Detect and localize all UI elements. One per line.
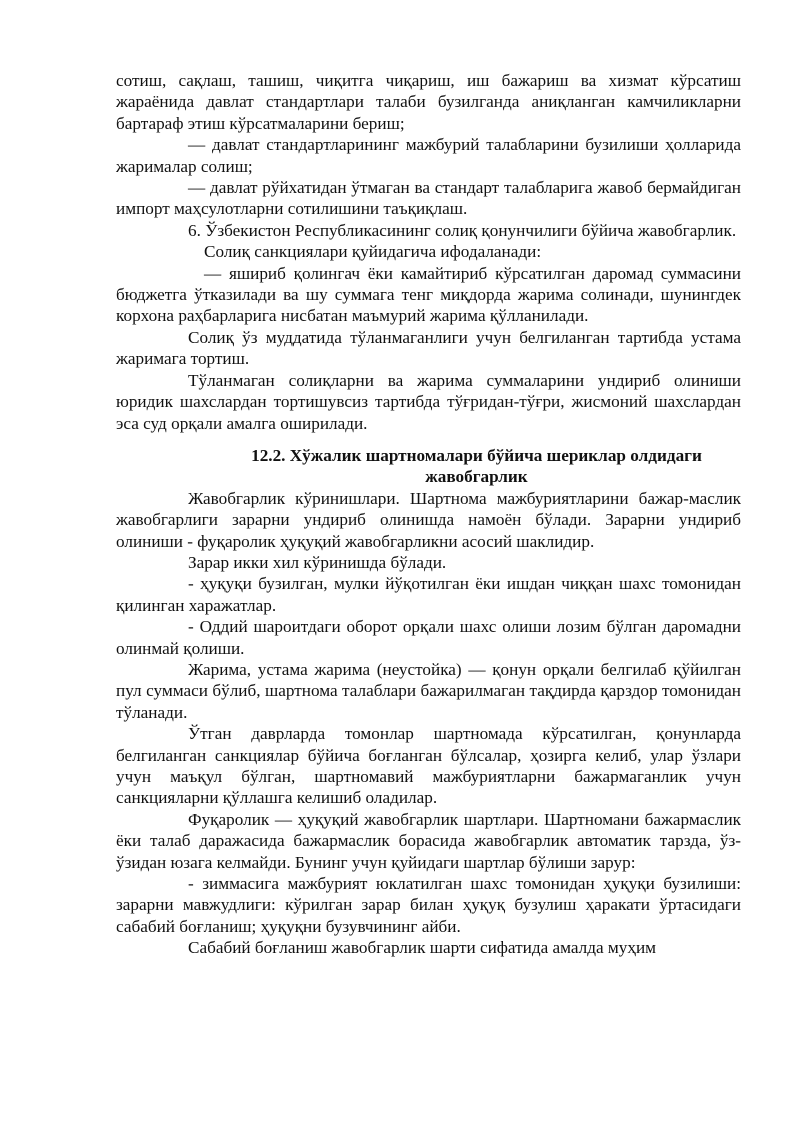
paragraph-1: сотиш, сақлаш, ташиш, чиқитга чиқариш, иш бажариш ва хизмат кўрсатиш жараёнида давлат стандартлари талаби бузилганда аниқланган камчиликларни бартараф этиш кўрсатмаларини бериш;	[116, 71, 741, 133]
paragraph-7: Солиқ ўз муддатида тўланмаганлиги учун белгиланган тартибда устама жаримага тортиш.	[116, 327, 741, 369]
paragraph-10: Зарар икки хил кўринишда бўлади.	[188, 552, 447, 572]
paragraph-3: — давлат рўйхатидан ўтмаган ва стандарт талабларига жавоб бермайдиган импорт маҳсулотларни сотилишини таъқиқлаш.	[116, 178, 741, 219]
paragraph-11: - ҳуқуқи бузилган, мулки йўқотилган ёки ишдан чиққан шахс томонидан қилинган харажатлар.	[116, 574, 741, 615]
paragraph-6: — яшириб қолингач ёки камайтириб кўрсатилган даромад суммасини бюджетга ўтказилади ва шу суммага тенг миқдорда жарима солинади, шунингдек корхона раҳбарларига нисбатан маъмурий жарима қўлланилади.	[116, 263, 741, 326]
paragraph-13: Жарима, устама жарима (неустойка) — қонун орқали белгилаб қўйилган пул суммаси бўлиб, шартнома талаблари бажарилмаган тақдирда қарздор томонидан тўланади.	[116, 659, 741, 722]
paragraph-16: - зиммасига мажбурият юклатилган шахс томонидан ҳуқуқи бузилиши: зарарни мавжудлиги: кўрилган зарар билан ҳуқуқ бузулиш ҳаракати ўртасидаги сабабий боғланиш; ҳуқуқни бузувчининг айби.	[116, 874, 741, 936]
paragraph-8: Тўланмаган солиқларни ва жарима суммаларини ундириб олиниши юридик шахслардан тортишувсиз тартибда тўғридан-тўғри, жисмоний шахслардан эса суд орқали амалга оширилади.	[116, 370, 741, 433]
paragraph-4: 6. Ўзбекистон Республикасининг солиқ қонунчилиги бўйича жавобгарлик.	[188, 220, 737, 240]
paragraph-12: - Оддий шароитдаги оборот орқали шахс олиши лозим бўлган даромадни олинмай қолиши.	[116, 617, 741, 658]
paragraph-14: Ўтган даврларда томонлар шартномада кўрсатилган, қонунларда белгиланган санкциялар бўйича боғланган бўлсалар, ҳозирга келиб, улар ўзлари учун маъқул бўлган, шартномавий мажбуриятларни бажармаганлик учун санкцияларни қўллашга келишиб оладилар.	[116, 724, 741, 808]
paragraph-2: — давлат стандартларининг мажбурий талабларини бузилиши ҳолларида жарималар солиш;	[116, 135, 741, 176]
paragraph-5: Солиқ санкциялари қуйидагича ифодаланади:	[204, 242, 542, 262]
document-page	[116, 70, 741, 959]
paragraph-17: Сабабий боғланиш жавобгарлик шарти сифатида амалда муҳим	[188, 938, 657, 958]
paragraph-15: Фуқаролик — ҳуқуқий жавобгарлик шартлари. Шартномани бажармаслик ёки талаб даражасида бажармаслик борасида жавобгарлик автоматик тарзда, ўз-ўзидан юзага келмайди. Бунинг учун қуйидаги шартлар бўлиши зарур:	[116, 809, 741, 872]
section-heading: 12.2. Хўжалик шартномалари бўйича шериклар олдидаги жавобгарлик	[251, 445, 702, 487]
paragraph-9: Жавобгарлик кўринишлари. Шартнома мажбуриятларини бажар-маслик жавобгарлиги зарарни ундириб олинишда намоён бўлади. Зарарни ундириб олиниши - фуқаролик ҳуқуқий жавобгарликни асосий шаклидир.	[116, 488, 741, 551]
